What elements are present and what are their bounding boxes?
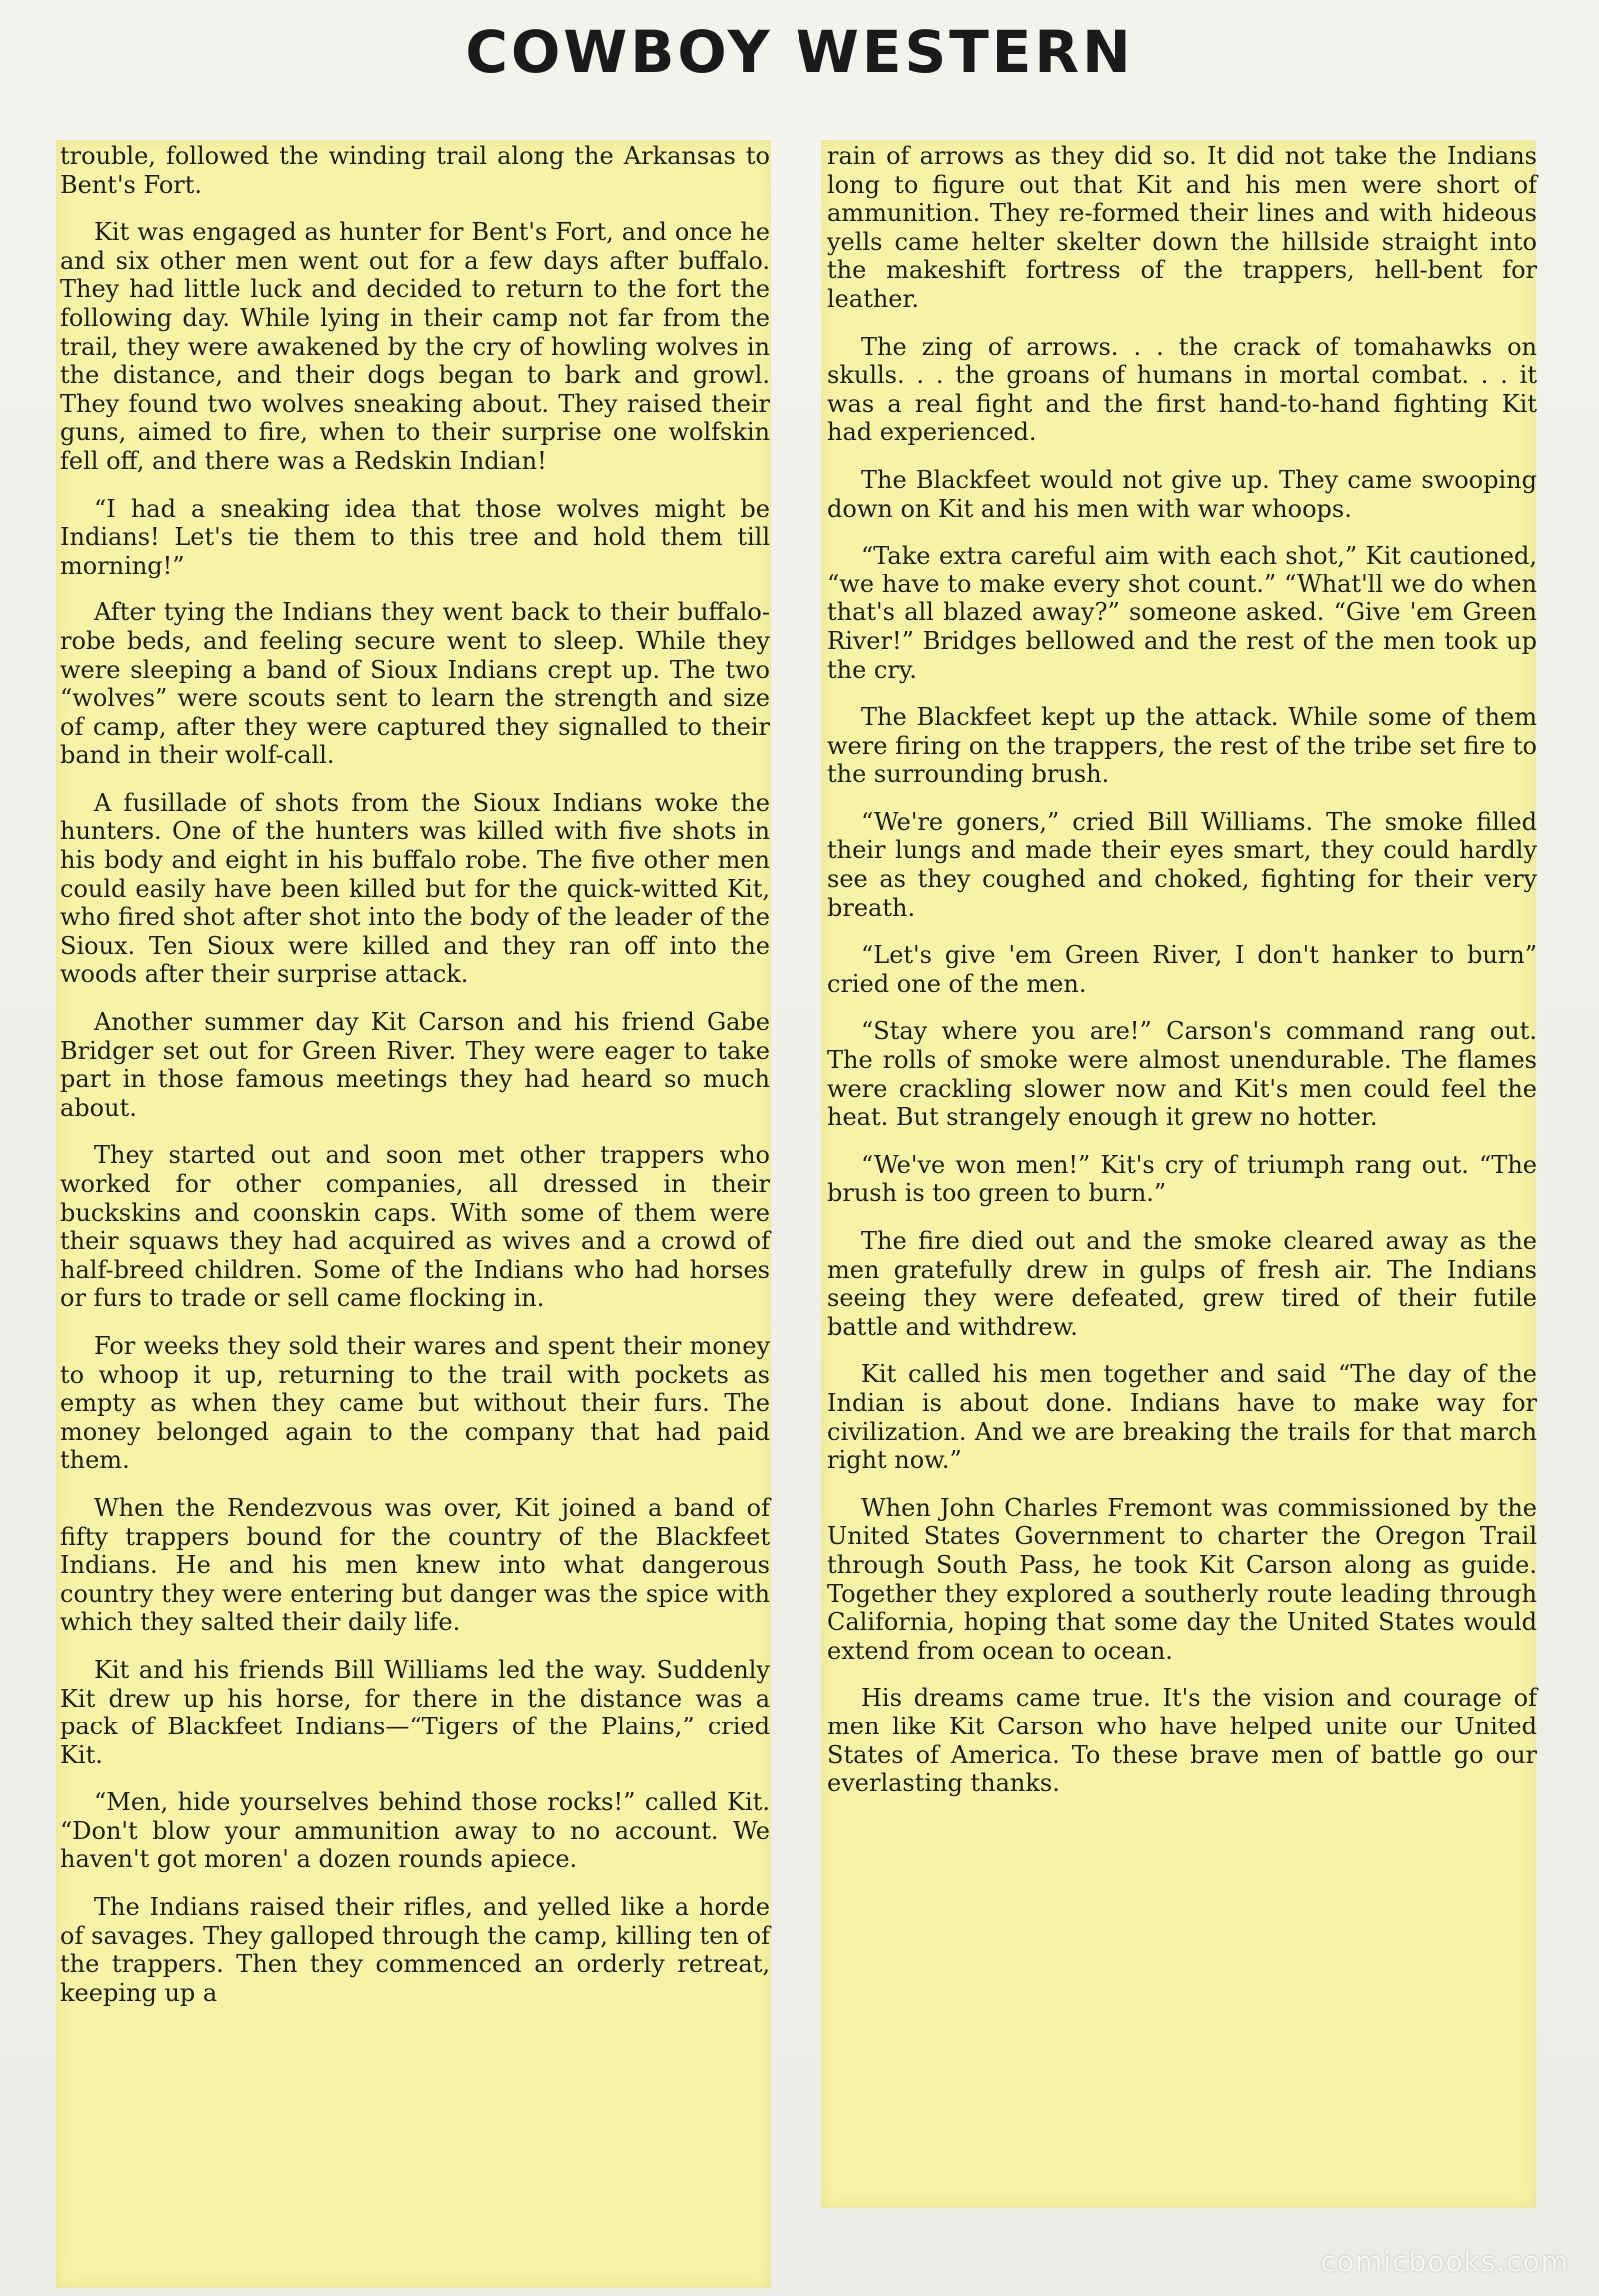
paragraph: Kit was engaged as hunter for Bent's Fort, and once he and six other men went out for a few days after buffalo. They had little luck and decided to return to the fort the following day. While lying in their camp not far from the trail, they were awakened by the cry of howling wolves in the distance, and their dogs began to bark and growl. They found two wolves sneaking about. They raised their guns, aimed to fire, when to their surprise one wolfskin fell off, and there was a Redskin Indian! — [60, 218, 770, 475]
paragraph: “Men, hide yourselves behind those rocks!” called Kit. “Don't blow your ammunition away to no account. We haven't got moren' a dozen rounds apiece. — [60, 1788, 770, 1874]
paragraph: The Blackfeet would not give up. They came swooping down on Kit and his men with war whoops. — [827, 465, 1537, 523]
paragraph: “Stay where you are!” Carson's command rang out. The rolls of smoke were almost unendurable. The flames were crackling slower now and Kit's men could feel the heat. But strangely enough it grew no hotter. — [827, 1017, 1537, 1132]
paragraph: A fusillade of shots from the Sioux Indians woke the hunters. One of the hunters was killed with five shots in his body and eight in his buffalo robe. The five other men could easily have been killed but for the quick-witted Kit, who fired shot after shot into the body of the leader of the Sioux. Ten Sioux were killed and they ran off into the woods after their surprise attack. — [60, 788, 770, 989]
paragraph: “We've won men!” Kit's cry of triumph rang out. “The brush is too green to burn.” — [827, 1150, 1537, 1208]
paragraph: Another summer day Kit Carson and his friend Gabe Bridger set out for Green River. They were eager to take part in those famous meetings they had heard so much about. — [60, 1008, 770, 1122]
paragraph: The Blackfeet kept up the attack. While some of them were firing on the trappers, the rest of the tribe set fire to the surrounding brush. — [827, 703, 1537, 789]
paragraph: His dreams came true. It's the vision and courage of men like Kit Carson who have helped unite our United States of America. To these brave men of battle go our everlasting thanks. — [827, 1684, 1537, 1798]
paragraph: “Take extra careful aim with each shot,” Kit cautioned, “we have to make every shot count.” “What'll we do when that's all blazed away?” someone asked. “Give 'em Green River!” Bridges bellowed and the rest of the men took up the cry. — [827, 542, 1537, 684]
watermark: comicbooks.com — [1320, 2245, 1569, 2278]
paragraph: Kit and his friends Bill Williams led the way. Suddenly Kit drew up his horse, for there in the distance was a pack of Blackfeet Indians—“Tigers of the Plains,” cried Kit. — [60, 1655, 770, 1769]
paragraph: “We're goners,” cried Bill Williams. The smoke filled their lungs and made their eyes smart, they could hardly see as they coughed and choked, fighting for their very breath. — [827, 807, 1537, 922]
page-title: COWBOY WESTERN — [465, 18, 1134, 86]
paragraph: The zing of arrows. . . the crack of tomahawks on skulls. . . the groans of humans in mortal combat. . . it was a real fight and the first hand-to-hand fighting Kit had experienced. — [827, 332, 1537, 447]
paragraph: rain of arrows as they did so. It did not take the Indians long to figure out that Kit and his men were short of ammunition. They re-formed their lines and with hideous yells came helter skelter down the hillside straight into the makeshift fortress of the trappers, hell-bent for leather. — [827, 142, 1537, 313]
paragraph: When the Rendezvous was over, Kit joined a band of fifty trappers bound for the country of the Blackfeet Indians. He and his men knew into what dangerous country they were entering but danger was the spice with which they salted their daily life. — [60, 1493, 770, 1637]
paragraph: When John Charles Fremont was commissioned by the United States Government to charter the Oregon Trail through South Pass, he took Kit Carson along as guide. Together they explored a southerly route leading through California, hoping that some day the United States would extend from ocean to ocean. — [827, 1493, 1537, 1665]
paragraph: For weeks they sold their wares and spent their money to whoop it up, returning to the trail with pockets as empty as when they came but without their furs. The money belonged again to the company that had paid them. — [60, 1331, 770, 1475]
paragraph: “I had a sneaking idea that those wolves might be Indians! Let's tie them to this tree and hold them till morning!” — [60, 494, 770, 579]
right-column — [827, 142, 1537, 1817]
paragraph: They started out and soon met other trappers who worked for other companies, all dressed in their buckskins and coonskin caps. With some of them were their squaws they had acquired as wives and a crowd of half-breed children. Some of the Indians who had horses or furs to trade or sell came flocking in. — [60, 1141, 770, 1313]
left-column — [60, 142, 770, 2026]
paragraph: “Let's give 'em Green River, I don't hanker to burn” cried one of the men. — [827, 941, 1537, 998]
paragraph: After tying the Indians they went back to their buffalo-robe beds, and feeling secure went to sleep. While they were sleeping a band of Sioux Indians crept up. The two “wolves” were scouts sent to learn the strength and size of camp, after they were captured they signalled to their band in their wolf-call. — [60, 598, 770, 770]
paragraph: The Indians raised their rifles, and yelled like a horde of savages. They galloped through the camp, killing ten of the trappers. Then they commenced an orderly retreat, keeping up a — [60, 1893, 770, 2007]
paragraph: Kit called his men together and said “The day of the Indian is about done. Indians have to make way for civilization. And we are breaking the trails for that march right now.” — [827, 1360, 1537, 1475]
paragraph: The fire died out and the smoke cleared away as the men gratefully drew in gulps of fresh air. The Indians seeing they were defeated, grew tired of their futile battle and withdrew. — [827, 1227, 1537, 1341]
paragraph: trouble, followed the winding trail along the Arkansas to Bent's Fort. — [60, 142, 770, 199]
